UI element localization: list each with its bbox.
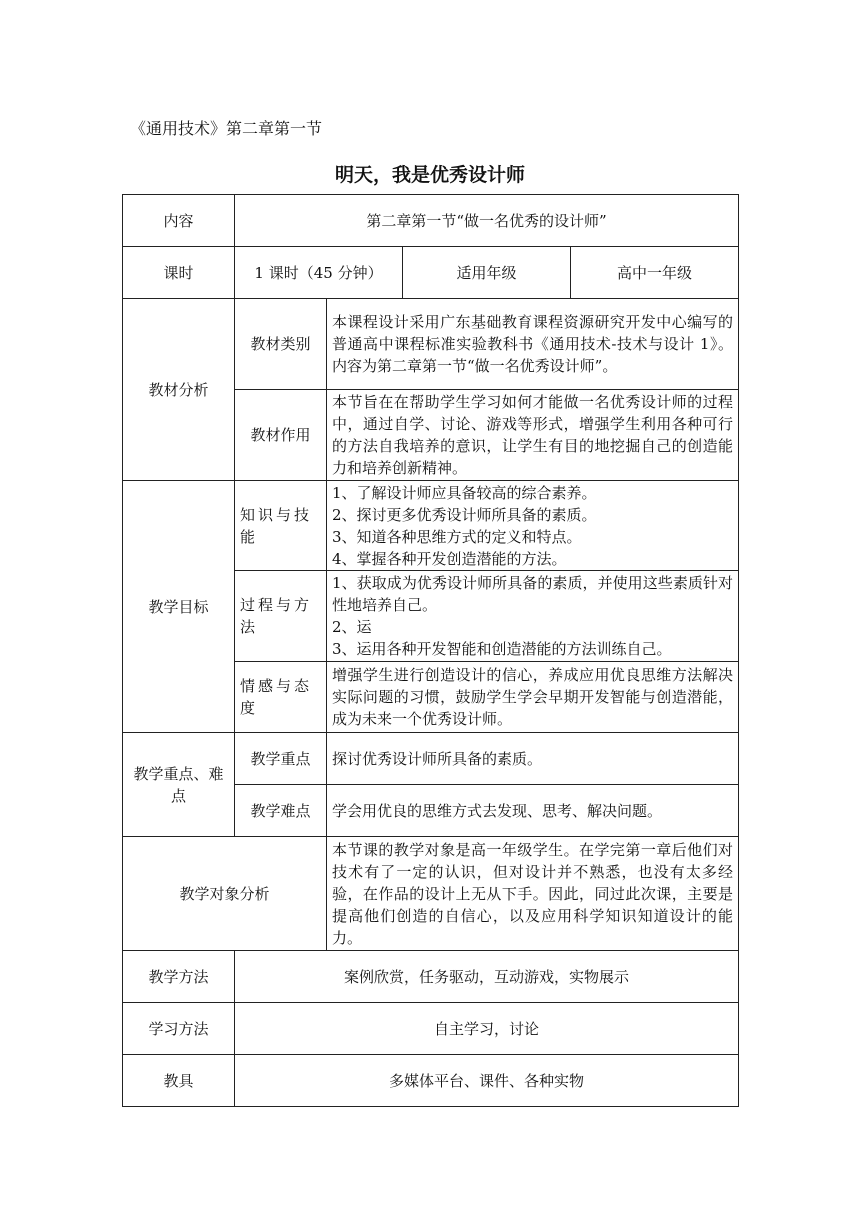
audience-label: 教学对象分析 <box>123 837 327 951</box>
material-type-text: 本课程设计采用广东基础教育课程资源研究开发中心编写的普通高中课程标准实验教科书《通用技术-技术与设计 1》。内容为第二章第一节“做一名优秀设计师”。 <box>327 299 739 390</box>
tools-value: 多媒体平台、课件、各种实物 <box>235 1055 739 1107</box>
knowledge-item: 3、知道各种思维方式的定义和特点。 <box>332 527 582 546</box>
process-label: 过程与方法 <box>235 571 327 662</box>
process-item: 1、获取成为优秀设计师所具备的素质，并使用这些素质针对性地培养自己。 <box>332 574 734 614</box>
focus-label: 教学重点 <box>235 733 327 785</box>
knowledge-item: 4、掌握各种开发创造潜能的方法。 <box>332 549 567 568</box>
grade-value: 高中一年级 <box>571 247 739 299</box>
knowledge-item: 1、了解设计师应具备较高的综合素养。 <box>332 483 597 502</box>
emotion-text: 增强学生进行创造设计的信心，养成应用优良思维方法解决实际问题的习惯，鼓励学生学会早期开发智能与创造潜能，成为未来一个优秀设计师。 <box>327 662 739 733</box>
row-period <box>123 247 739 299</box>
knowledge-list <box>327 481 739 571</box>
material-type-label: 教材类别 <box>235 299 327 390</box>
row-goal-knowledge <box>123 481 739 571</box>
material-label: 教材分析 <box>123 299 235 481</box>
process-list <box>327 571 739 662</box>
focus-text: 探讨优秀设计师所具备的素质。 <box>327 733 739 785</box>
tools-label: 教具 <box>123 1055 235 1107</box>
teaching-method-value: 案例欣赏，任务驱动，互动游戏，实物展示 <box>235 951 739 1003</box>
emotion-label: 情感与态度 <box>235 662 327 733</box>
row-content <box>123 195 739 247</box>
grade-label: 适用年级 <box>403 247 571 299</box>
row-tools <box>123 1055 739 1107</box>
keypoints-label: 教学重点、难点 <box>123 733 235 837</box>
row-learning-method <box>123 1003 739 1055</box>
period-value: 1 课时（45 分钟） <box>235 247 403 299</box>
process-item: 2、运 <box>332 618 372 636</box>
period-label: 课时 <box>123 247 235 299</box>
goals-label: 教学目标 <box>123 481 235 733</box>
material-role-text: 本节旨在在帮助学生学习如何才能做一名优秀设计师的过程中，通过自学、讨论、游戏等形式，增强学生利用各种可行的方法自我培养的意识，让学生有目的地挖掘自己的创造能力和培养创新精神。 <box>327 390 739 481</box>
difficulty-text: 学会用优良的思维方式去发现、思考、解决问题。 <box>327 785 739 837</box>
row-audience <box>123 837 739 951</box>
learning-method-label: 学习方法 <box>123 1003 235 1055</box>
knowledge-label: 知识与技能 <box>235 481 327 571</box>
teaching-method-label: 教学方法 <box>123 951 235 1003</box>
document-title: 明天，我是优秀设计师 <box>334 164 525 186</box>
row-teaching-method <box>123 951 739 1003</box>
knowledge-item: 2、探讨更多优秀设计师所具备的素质。 <box>332 505 597 524</box>
difficulty-label: 教学难点 <box>235 785 327 837</box>
content-label: 内容 <box>123 195 235 247</box>
row-material-type <box>123 299 739 390</box>
document-subtitle: 《通用技术》第二章第一节 <box>130 119 323 138</box>
material-role-label: 教材作用 <box>235 390 327 481</box>
learning-method-value: 自主学习，讨论 <box>235 1003 739 1055</box>
content-value: 第二章第一节“做一名优秀的设计师” <box>235 195 739 247</box>
row-keypoint-focus <box>123 733 739 785</box>
audience-text: 本节课的教学对象是高一年级学生。在学完第一章后他们对技术有了一定的认识，但对设计并不熟悉，也没有太多经验，在作品的设计上无从下手。因此，同过此次课，主要是提高他们创造的自信心，以及应用科学知识知道设计的能力。 <box>327 837 739 951</box>
lesson-plan-table <box>122 194 739 1107</box>
process-item: 3、运用各种开发智能和创造潜能的方法训练自己。 <box>332 640 672 658</box>
